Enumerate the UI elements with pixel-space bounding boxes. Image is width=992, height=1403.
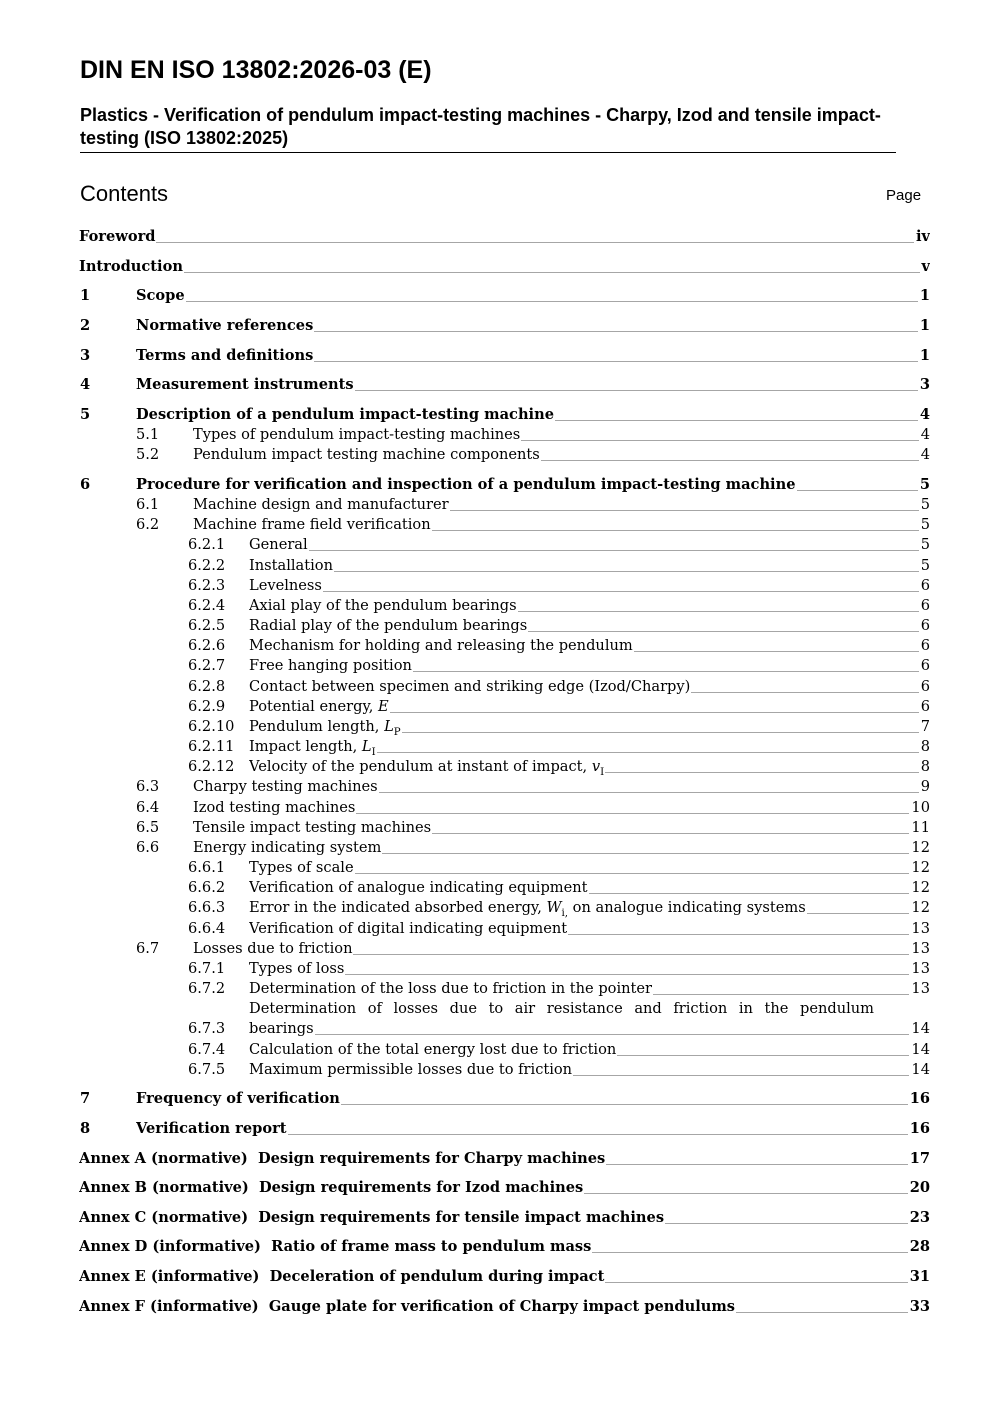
- dot-leader: [450, 510, 919, 511]
- toc-entry-number: 6.2.7: [188, 657, 226, 674]
- dot-leader: [541, 460, 919, 461]
- toc-entry-title: [136, 346, 313, 366]
- dot-leader: [665, 1223, 908, 1224]
- document-id: DIN EN ISO 13802:2026-03 (E): [80, 56, 432, 84]
- toc-entry[interactable]: [0, 576, 992, 596]
- toc-entry-title: [249, 1040, 616, 1060]
- toc-entry[interactable]: [0, 425, 992, 445]
- toc-entry-number: 6.2.11: [188, 738, 235, 755]
- toc-entry[interactable]: [0, 636, 992, 656]
- toc-entry-title: [249, 959, 344, 979]
- toc-entry-number: 8: [80, 1120, 91, 1137]
- toc-entry-page: 5: [920, 496, 930, 513]
- toc-entry[interactable]: [0, 475, 992, 495]
- toc-entry-title: [136, 316, 313, 336]
- toc-entry-page: 12: [911, 899, 930, 916]
- toc-entry[interactable]: [0, 616, 992, 636]
- toc-entry-page: 10: [911, 799, 930, 816]
- toc-entry-number: 6.1: [136, 496, 160, 513]
- dot-leader: [432, 530, 919, 531]
- toc-entry-title: [79, 1178, 583, 1198]
- math-subscript: P: [393, 726, 401, 737]
- toc-entry[interactable]: [0, 316, 992, 336]
- dot-leader: [691, 692, 918, 693]
- toc-entry-title: [249, 556, 333, 576]
- document-title: Plastics - Verification of pendulum impact-testing machines - Charpy, Izod and tensile impact-testing (ISO 13802:2025): [80, 105, 881, 148]
- page-column-label: Page: [886, 187, 922, 204]
- toc-entry[interactable]: [0, 257, 992, 277]
- toc-entry-page: 6: [920, 698, 930, 715]
- toc-entry-number: 6.2.6: [188, 637, 226, 654]
- toc-entry-title: [193, 939, 352, 959]
- dot-leader: [528, 631, 918, 632]
- toc-entry-title: [79, 227, 155, 247]
- toc-entry-label-text: bearings: [249, 1020, 314, 1037]
- toc-entry[interactable]: [0, 495, 992, 515]
- toc-entry-title: [136, 1119, 287, 1139]
- toc-entry-number: 6.6: [136, 839, 160, 856]
- dot-leader: [382, 853, 909, 854]
- toc-entry-label-text: Pendulum length,: [249, 718, 385, 735]
- toc-entry[interactable]: [0, 677, 992, 697]
- toc-entry-title: [193, 838, 381, 858]
- toc-entry-number: 5: [80, 406, 91, 423]
- toc-entry-label-text: Types of scale: [249, 859, 354, 876]
- dot-leader: [736, 1312, 908, 1313]
- dot-leader: [807, 913, 910, 914]
- toc-entry[interactable]: [0, 346, 992, 366]
- dot-leader: [356, 813, 909, 814]
- toc-entry[interactable]: [0, 878, 992, 898]
- toc-entry[interactable]: [0, 1237, 992, 1257]
- toc-entry-page: 6: [920, 678, 930, 695]
- toc-entry-page: 33: [909, 1298, 930, 1315]
- toc-entry-title: [249, 717, 401, 737]
- toc-entry-number: 6.2.12: [188, 758, 235, 775]
- toc-entry-title: [136, 475, 796, 495]
- toc-entry-label-text: Scope: [136, 287, 185, 304]
- toc-entry-page: 4: [920, 446, 930, 463]
- dot-leader: [315, 1034, 910, 1035]
- toc-entry[interactable]: [0, 798, 992, 818]
- toc-entry-title: [79, 1237, 591, 1257]
- toc-entry-page: 1: [919, 347, 930, 364]
- toc-entry[interactable]: [0, 959, 992, 979]
- dot-leader: [379, 792, 919, 793]
- toc-entry-page: 28: [909, 1238, 930, 1255]
- toc-entry-title: [79, 1208, 664, 1228]
- dot-leader: [413, 671, 919, 672]
- toc-entry-page: 13: [911, 980, 930, 997]
- toc-entry-page: 20: [909, 1179, 930, 1196]
- toc-entry-page: 31: [909, 1268, 930, 1285]
- math-symbol: E: [378, 698, 389, 715]
- toc-entry-number: 7: [80, 1090, 91, 1107]
- dot-leader: [334, 571, 919, 572]
- math-subscript: i,: [561, 907, 569, 918]
- toc-entry-page: 17: [909, 1150, 930, 1167]
- toc-entry[interactable]: [0, 286, 992, 306]
- toc-entry-number: 6.6.1: [188, 859, 226, 876]
- toc-entry-title: [249, 878, 588, 898]
- toc-entry-title: [136, 375, 354, 395]
- dot-leader: [589, 893, 910, 894]
- toc-entry-number: 6.7.5: [188, 1061, 226, 1078]
- toc-entry-page: 12: [911, 879, 930, 896]
- toc-entry-page: 6: [920, 597, 930, 614]
- toc-entry-page: 6: [920, 617, 930, 634]
- toc-entry-number: 3: [80, 347, 91, 364]
- toc-entry[interactable]: [0, 737, 992, 757]
- toc-entry-title: [249, 757, 604, 777]
- toc-entry[interactable]: [0, 596, 992, 616]
- dot-leader: [573, 1075, 909, 1076]
- toc-entry-title: [249, 596, 517, 616]
- toc-entry-page: 16: [909, 1120, 930, 1137]
- toc-entry-title: [249, 1019, 314, 1039]
- toc-entry[interactable]: [0, 1060, 992, 1080]
- toc-entry-title: [79, 1267, 604, 1287]
- toc-entry-label-text: Axial play of the pendulum bearings: [249, 597, 517, 614]
- toc-entry-title: [249, 656, 412, 676]
- dot-leader: [617, 1055, 909, 1056]
- dot-leader: [355, 873, 910, 874]
- dot-leader: [377, 752, 919, 753]
- annex-designation: Annex B (normative): [79, 1179, 249, 1196]
- toc-entry-number: 6.2.8: [188, 678, 226, 695]
- dot-leader: [184, 272, 920, 273]
- toc-entry-number: 5.2: [136, 446, 160, 463]
- toc-entry-title: [249, 737, 376, 757]
- toc-entry-number: 6.2.5: [188, 617, 226, 634]
- toc-entry-number: 6.7.2: [188, 980, 226, 997]
- dot-leader: [605, 772, 919, 773]
- toc-entry[interactable]: [0, 838, 992, 858]
- math-symbol: L: [384, 718, 394, 735]
- toc-entry-title-line1: Determination of losses due to air resistance and friction in the pendulum: [249, 1000, 874, 1017]
- toc-entry-page: iv: [915, 228, 930, 245]
- toc-entry-page: 4: [919, 406, 930, 423]
- toc-entry[interactable]: [0, 1297, 992, 1317]
- dot-leader: [432, 833, 909, 834]
- toc-entry[interactable]: [0, 1089, 992, 1109]
- toc-entry-page: 5: [920, 516, 930, 533]
- toc-entry-title: [249, 858, 354, 878]
- toc-entry-label-text: Pendulum impact testing machine components: [193, 446, 540, 463]
- toc-entry-label-text: Izod testing machines: [193, 799, 356, 816]
- toc-entry-title: [249, 616, 527, 636]
- toc-entry-page: 12: [911, 859, 930, 876]
- toc-entry-number: 6.2.1: [188, 536, 226, 553]
- toc-entry-label-text: Normative references: [136, 317, 314, 334]
- toc-entry-title: [79, 257, 183, 277]
- annex-designation: Annex E (informative): [79, 1268, 260, 1285]
- annex-designation: Annex C (normative): [79, 1209, 249, 1226]
- dot-leader: [341, 1104, 908, 1105]
- toc-entry-number: 2: [80, 317, 91, 334]
- dot-leader: [592, 1252, 907, 1253]
- dot-leader: [584, 1193, 907, 1194]
- toc-entry[interactable]: [0, 1208, 992, 1228]
- toc-entry-page: 3: [919, 376, 930, 393]
- dot-leader: [521, 440, 918, 441]
- toc-entry-page: 8: [920, 738, 930, 755]
- dot-leader: [568, 934, 909, 935]
- toc-entry-page: 1: [919, 317, 930, 334]
- toc-entry[interactable]: [0, 757, 992, 777]
- dot-leader: [390, 712, 919, 713]
- toc-entry[interactable]: [0, 939, 992, 959]
- dot-leader: [186, 301, 918, 302]
- toc-entry-page: 16: [909, 1090, 930, 1107]
- math-subscript: I: [600, 766, 605, 777]
- toc-entry-page: 6: [920, 657, 930, 674]
- toc-entry[interactable]: [0, 1178, 992, 1198]
- toc-entry-label-text: Foreword: [79, 228, 156, 245]
- toc-entry[interactable]: [0, 556, 992, 576]
- annex-designation: Annex A (normative): [79, 1150, 248, 1167]
- toc-entry-label-text: Verification report: [136, 1120, 287, 1137]
- toc-entry-label-text: Free hanging position: [249, 657, 412, 674]
- toc-entry-title: [79, 1149, 605, 1169]
- toc-entry-label-text: Potential energy,: [249, 698, 379, 715]
- toc-entry-number: 6: [80, 476, 91, 493]
- dot-leader: [156, 242, 914, 243]
- toc-entry-title: [193, 777, 378, 797]
- toc-entry-label-text: Calculation of the total energy lost due to friction: [249, 1041, 617, 1058]
- toc-entry-page: 5: [920, 536, 930, 553]
- toc-entry-page: 1: [919, 287, 930, 304]
- toc-entry-title: [193, 798, 355, 818]
- dot-leader: [606, 1164, 907, 1165]
- toc-entry-number: 6.2.3: [188, 577, 226, 594]
- toc-entry[interactable]: [0, 1119, 992, 1139]
- toc-entry-label-text: Design requirements for tensile impact machines: [258, 1209, 665, 1226]
- toc-entry-title: [249, 1060, 572, 1080]
- toc-entry-page: 12: [911, 839, 930, 856]
- toc-entry-label-text: Radial play of the pendulum bearings: [249, 617, 528, 634]
- toc-entry-label-text: Energy indicating system: [193, 839, 382, 856]
- toc-entry-label-text: Determination of the loss due to friction in the pointer: [249, 980, 653, 997]
- toc-entry[interactable]: [0, 858, 992, 878]
- toc-entry[interactable]: [0, 979, 992, 999]
- toc-entry-number: 6.2.2: [188, 557, 226, 574]
- toc-entry-label-text: Levelness: [249, 577, 322, 594]
- toc-entry-title: [249, 535, 308, 555]
- toc-entry-label-text: Procedure for verification and inspection of a pendulum impact-testing machine: [136, 476, 796, 493]
- toc-entry-label-text: Description of a pendulum impact-testing machine: [136, 406, 554, 423]
- toc-entry-label-text: Verification of digital indicating equipment: [249, 920, 568, 937]
- toc-entry-title: [79, 1297, 735, 1317]
- toc-entry-page: 5: [920, 557, 930, 574]
- toc-entry-label-text: Types of pendulum impact-testing machines: [193, 426, 521, 443]
- dot-leader: [288, 1134, 908, 1135]
- toc-entry-title: [249, 677, 690, 697]
- toc-entry-title: [193, 495, 449, 515]
- toc-entry-page: 23: [909, 1209, 930, 1226]
- math-subscript: I: [371, 746, 376, 757]
- toc-entry-title: [193, 425, 520, 445]
- toc-entry-number: 6.7: [136, 940, 160, 957]
- toc-entry[interactable]: [0, 1040, 992, 1060]
- toc-entry-title: [249, 898, 806, 918]
- toc-entry[interactable]: [0, 405, 992, 425]
- toc-entry-label-text: Impact length,: [249, 738, 362, 755]
- toc-entry[interactable]: [0, 1019, 992, 1039]
- toc-entry-number: 6.7.3: [188, 1020, 226, 1037]
- math-symbol: v: [591, 758, 601, 775]
- toc-entry-label-text: Deceleration of pendulum during impact: [269, 1268, 605, 1285]
- toc-entry[interactable]: [0, 515, 992, 535]
- dot-leader: [314, 361, 917, 362]
- toc-entry-number: 6.5: [136, 819, 160, 836]
- toc-entry[interactable]: [0, 898, 992, 918]
- toc-entry-number: 6.2: [136, 516, 160, 533]
- toc-entry-title: [249, 636, 633, 656]
- toc-entry-label-text: Losses due to friction: [193, 940, 353, 957]
- math-symbol: L: [361, 738, 372, 755]
- dot-leader: [314, 331, 918, 332]
- toc-entry-number: 1: [80, 287, 91, 304]
- toc-entry-number: 6.2.10: [188, 718, 235, 735]
- dot-leader: [323, 591, 919, 592]
- toc-entry-page: 4: [920, 426, 930, 443]
- toc-entry[interactable]: [0, 227, 992, 247]
- toc-entry-label-text: Introduction: [79, 258, 183, 275]
- toc-entry-page: 14: [911, 1020, 930, 1037]
- toc-entry-label-text: Tensile impact testing machines: [193, 819, 432, 836]
- toc-entry-number: 6.7.4: [188, 1041, 226, 1058]
- toc-entry-label-text: Machine frame field verification: [193, 516, 431, 533]
- toc-entry[interactable]: [0, 717, 992, 737]
- toc-entry[interactable]: [0, 697, 992, 717]
- toc-entry-page: 6: [920, 637, 930, 654]
- toc-entry-number: 5.1: [136, 426, 160, 443]
- toc-entry-page: 6: [920, 577, 930, 594]
- dot-leader: [605, 1282, 907, 1283]
- dot-leader: [634, 651, 919, 652]
- toc-entry-label-text: Verification of analogue indicating equipment: [249, 879, 588, 896]
- title-underline: [80, 152, 896, 153]
- toc-entry-page: 13: [911, 920, 930, 937]
- dot-leader: [555, 420, 918, 421]
- toc-entry-number: 6.6.4: [188, 920, 226, 937]
- toc-entry-label-suffix: on analogue indicating systems: [568, 899, 806, 916]
- toc-entry-title: [136, 1089, 340, 1109]
- toc-entry-title: [136, 286, 185, 306]
- dot-leader: [797, 490, 918, 491]
- toc-entry-page: 13: [911, 960, 930, 977]
- toc-entry-label-text: Contact between specimen and striking edge (Izod/Charpy): [249, 678, 691, 695]
- toc-entry-label-text: Mechanism for holding and releasing the pendulum: [249, 637, 633, 654]
- math-symbol: W: [546, 899, 562, 916]
- contents-heading: Contents: [80, 181, 169, 206]
- dot-leader: [355, 390, 918, 391]
- toc-entry-page: 5: [919, 476, 930, 493]
- dot-leader: [345, 974, 909, 975]
- toc-entry[interactable]: [0, 445, 992, 465]
- dot-leader: [653, 994, 909, 995]
- toc-entry-label-text: Error in the indicated absorbed energy,: [249, 899, 547, 916]
- toc-entry-page: 8: [920, 758, 930, 775]
- toc-entry-number: 4: [80, 376, 91, 393]
- toc-entry-number: 6.4: [136, 799, 160, 816]
- toc-entry-page: v: [921, 258, 930, 275]
- toc-entry-label-text: Installation: [249, 557, 333, 574]
- toc-entry[interactable]: [0, 1267, 992, 1287]
- toc-entry-number: 6.2.9: [188, 698, 226, 715]
- toc-entry-label-text: Gauge plate for verification of Charpy impact pendulums: [268, 1298, 736, 1315]
- toc-entry-title: [193, 818, 431, 838]
- toc-entry[interactable]: [0, 777, 992, 797]
- toc-entry-label-text: Design requirements for Izod machines: [259, 1179, 584, 1196]
- toc-entry-label-text: Ratio of frame mass to pendulum mass: [271, 1238, 592, 1255]
- toc-entry-title: [249, 919, 567, 939]
- toc-entry-number: 6.7.1: [188, 960, 226, 977]
- dot-leader: [309, 550, 919, 551]
- toc-entry[interactable]: [0, 1149, 992, 1169]
- toc-entry-label-text: Design requirements for Charpy machines: [257, 1150, 606, 1167]
- toc-entry-number: 6.3: [136, 778, 160, 795]
- toc-entry-number: 6.6.2: [188, 879, 226, 896]
- toc-entry-label-text: Maximum permissible losses due to friction: [249, 1061, 573, 1078]
- toc-entry-label-text: General: [249, 536, 308, 553]
- toc-entry-label-text: Types of loss: [249, 960, 345, 977]
- annex-designation: Annex D (informative): [79, 1238, 261, 1255]
- toc-entry[interactable]: [0, 535, 992, 555]
- dot-leader: [402, 732, 919, 733]
- toc-entry-page: 11: [911, 819, 930, 836]
- toc-entry-page: 14: [911, 1061, 930, 1078]
- dot-leader: [353, 954, 909, 955]
- toc-entry[interactable]: [0, 919, 992, 939]
- toc-entry-title: [193, 445, 540, 465]
- toc-entry-label-text: Terms and definitions: [136, 347, 314, 364]
- toc-entry[interactable]: [0, 656, 992, 676]
- toc-entry-label-text: Charpy testing machines: [193, 778, 378, 795]
- toc-entry-title: [193, 515, 431, 535]
- toc-entry[interactable]: [0, 375, 992, 395]
- toc-entry-number: 6.6.3: [188, 899, 226, 916]
- dot-leader: [518, 611, 919, 612]
- toc-entry-label-text: Velocity of the pendulum at instant of impact,: [249, 758, 592, 775]
- toc-entry-title: [249, 576, 322, 596]
- toc-entry-page: 14: [911, 1041, 930, 1058]
- toc-entry-page: 7: [920, 718, 930, 735]
- toc-entry-title: [249, 979, 652, 999]
- annex-designation: Annex F (informative): [79, 1298, 259, 1315]
- toc-entry-page: 9: [920, 778, 930, 795]
- toc-entry-page: 13: [911, 940, 930, 957]
- toc-entry-title: [136, 405, 554, 425]
- toc-entry-title: [249, 697, 389, 717]
- toc-entry-label-text: Machine design and manufacturer: [193, 496, 449, 513]
- toc-entry-label-text: Frequency of verification: [136, 1090, 340, 1107]
- toc-entry-label-text: Measurement instruments: [136, 376, 354, 393]
- toc-entry[interactable]: [0, 818, 992, 838]
- toc-entry-number: 6.2.4: [188, 597, 226, 614]
